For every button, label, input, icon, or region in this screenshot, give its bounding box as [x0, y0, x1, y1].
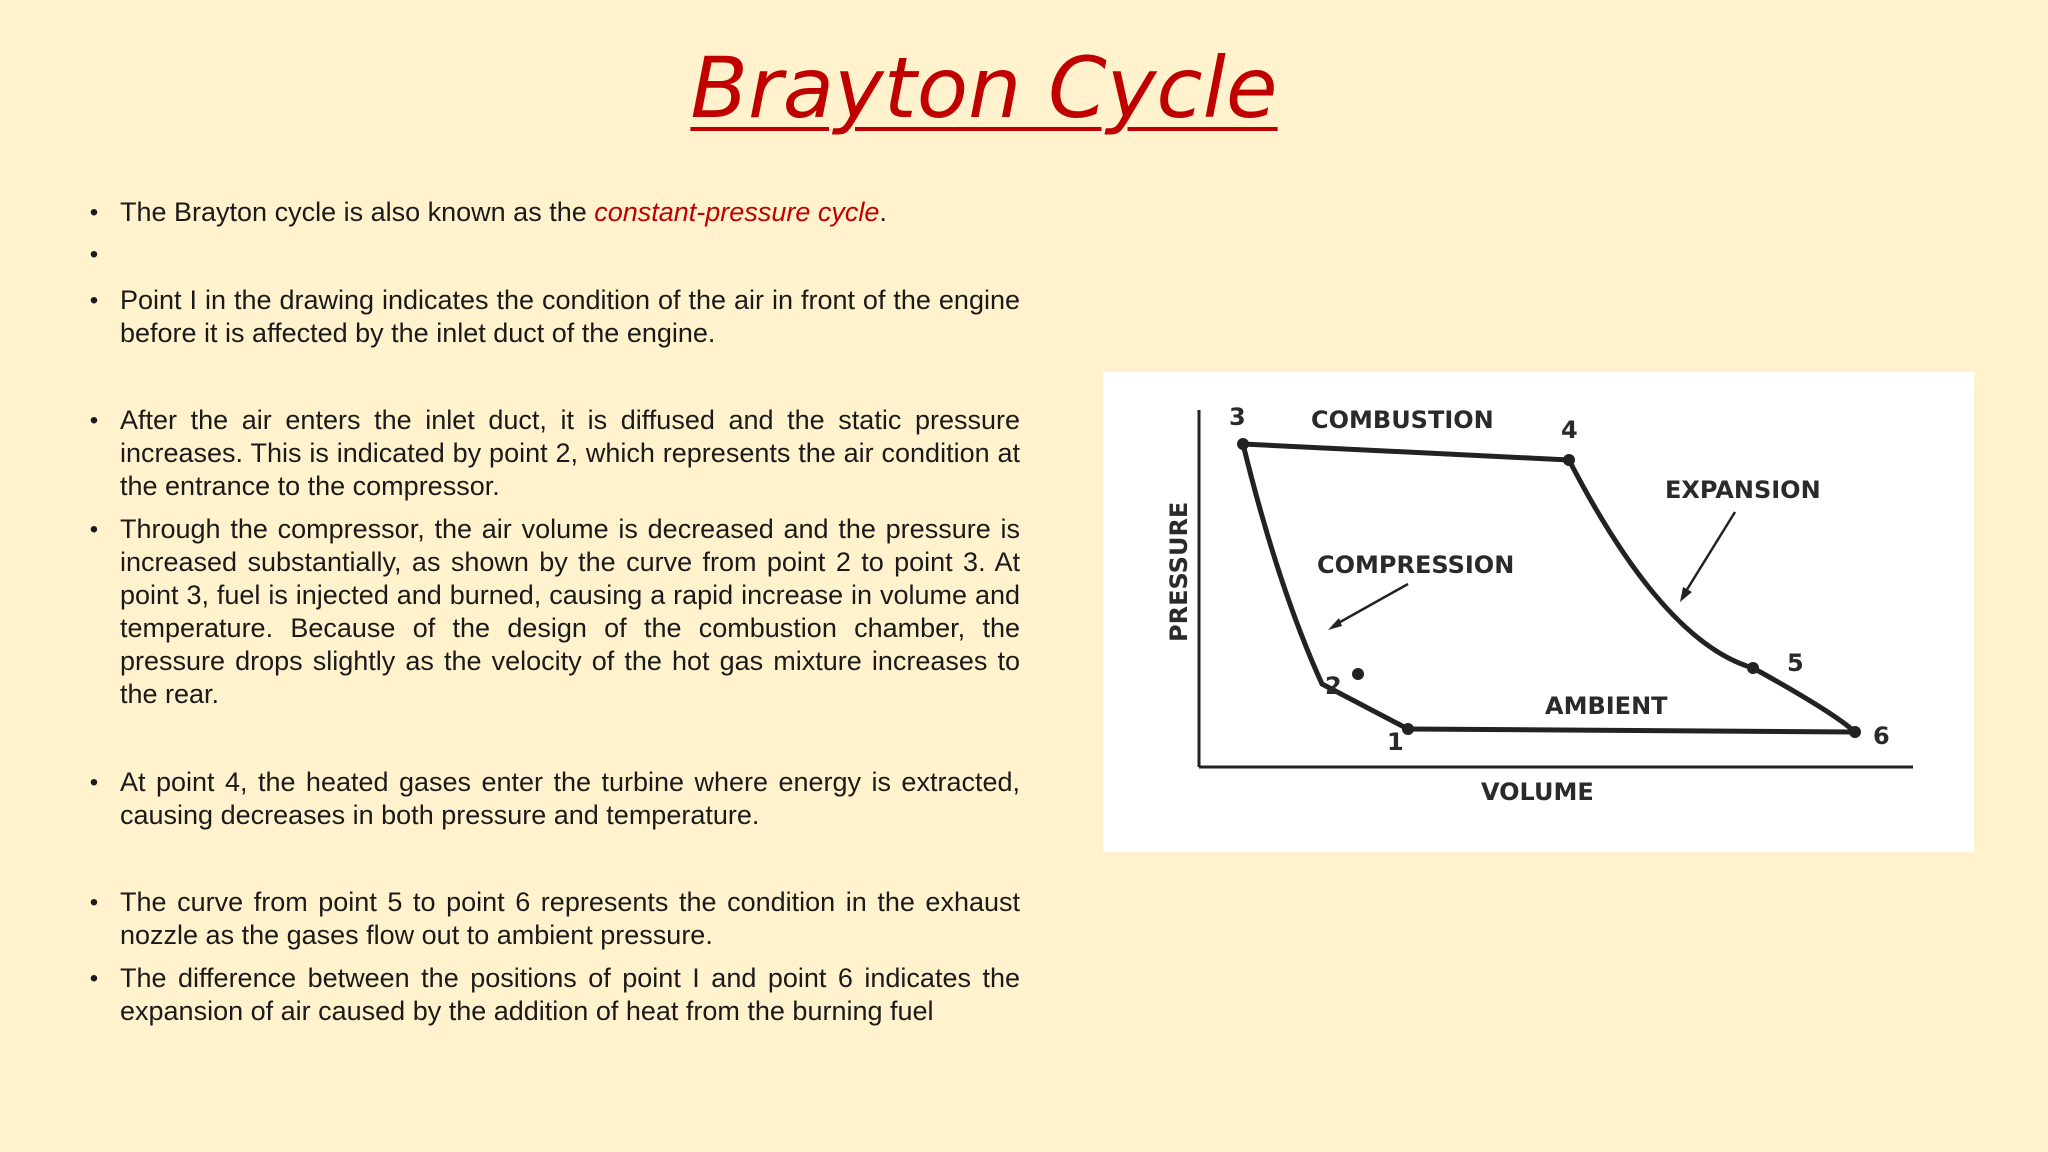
bullet-accent-text: constant-pressure cycle — [594, 197, 880, 227]
point-3-marker — [1237, 438, 1249, 450]
bullet-item — [84, 766, 1020, 832]
compression-leader-line — [1333, 584, 1408, 626]
bullet-dot-icon: • — [89, 769, 99, 796]
point-4-label: 4 — [1561, 416, 1578, 444]
bullet-text: The difference between the positions of point I and point 6 indicates the expansion of air caused by the addition of heat from the burning fuel — [120, 963, 1020, 1026]
ambient-line — [1408, 729, 1855, 732]
bullet-item — [84, 962, 1020, 1028]
point-5-label: 5 — [1787, 649, 1804, 677]
expansion-leader-line — [1683, 512, 1735, 596]
combustion-line — [1243, 444, 1569, 460]
point-6-marker — [1849, 726, 1861, 738]
bullet-item — [84, 513, 1020, 711]
point-5-marker — [1747, 662, 1759, 674]
bullet-text: The curve from point 5 to point 6 represents the condition in the exhaust nozzle as the gases flow out to ambient pressure. — [120, 887, 1020, 950]
point-3-label: 3 — [1229, 403, 1246, 431]
point-2-marker — [1352, 668, 1364, 680]
bullet-text: Point I in the drawing indicates the condition of the air in front of the engine before it is affected by the inlet duct of the engine. — [120, 285, 1020, 348]
bullet-dot-icon: • — [89, 965, 99, 992]
expansion-label: EXPANSION — [1665, 476, 1821, 504]
ambient-label: AMBIENT — [1545, 692, 1668, 720]
point-6-label: 6 — [1873, 722, 1890, 750]
brayton-pv-diagram — [1103, 372, 1974, 852]
expansion-arrow-icon — [1680, 587, 1692, 602]
bullet-item — [84, 284, 1020, 350]
bullet-item — [84, 404, 1020, 503]
bullet-text: The Brayton cycle is also known as the — [120, 197, 595, 227]
point-1-label: 1 — [1387, 728, 1404, 756]
bullet-text: . — [879, 197, 887, 227]
bullet-dot-icon: • — [89, 241, 99, 268]
bullet-dot-icon: • — [89, 407, 99, 434]
bullet-text: Through the compressor, the air volume is decreased and the pressure is increased substantially, as shown by the curve from point 2 to point 3. At point 3, fuel is injected and burned, causing a rapid increase in volume and temperature. Because of the design of the combustion chamber, the pressure drops slightly as the velocity of the hot gas mixture increases to the rear. — [120, 514, 1020, 709]
bullet-dot-icon: • — [89, 199, 99, 226]
bullet-dot-icon: • — [89, 516, 99, 543]
bullet-text: After the air enters the inlet duct, it is diffused and the static pressure increases. This is indicated by point 2, which represents the air condition at the entrance to the compressor. — [120, 405, 1020, 501]
slide-title: Brayton Cycle — [690, 39, 1278, 137]
y-axis-label: PRESSURE — [1165, 501, 1193, 642]
compression-label: COMPRESSION — [1317, 551, 1515, 579]
bullet-dot-icon: • — [89, 889, 99, 916]
bullet-item — [84, 196, 1020, 229]
compression-arrow-icon — [1328, 618, 1342, 630]
bullet-item — [84, 886, 1020, 952]
bullet-dot-icon: • — [89, 287, 99, 314]
point-2-label: 2 — [1325, 672, 1342, 700]
point-1-marker — [1402, 723, 1414, 735]
bullet-text: At point 4, the heated gases enter the turbine where energy is extracted, causing decreases in both pressure and temperature. — [120, 767, 1020, 830]
pv-diagram-svg — [1103, 372, 1974, 852]
combustion-label: COMBUSTION — [1311, 406, 1494, 434]
point-4-marker — [1563, 454, 1575, 466]
x-axis-label: VOLUME — [1481, 778, 1594, 806]
